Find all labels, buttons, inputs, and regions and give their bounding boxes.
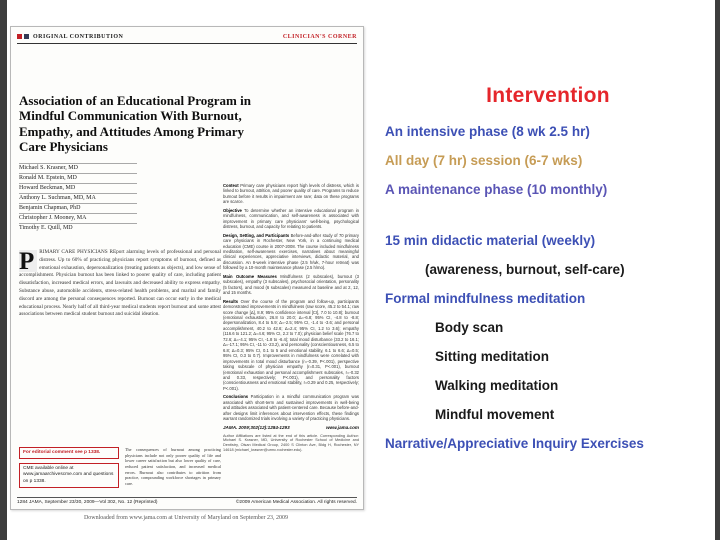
journal-header-bar bbox=[17, 30, 357, 44]
article-intro-text bbox=[19, 249, 221, 425]
bullet-item-mindful-movement: Mindful movement bbox=[435, 407, 555, 422]
footer-copyright: ©2009 American Medical Association. All rights reserved. bbox=[235, 500, 357, 505]
author-row: Christopher J. Mooney, MA bbox=[19, 213, 137, 223]
abstract-section: Conclusions Participation in a mindful communication program was associated with short-term and sustained improvements in well-being and attitudes associated with patient-centered care. Because before-and-after designs limit inferences about intervention effects, these findings warrant randomized trials involving a variety of practicing physicians. bbox=[223, 394, 360, 422]
journal-website: www.jama.com bbox=[325, 424, 359, 430]
abstract-section-label: Main Outcome Measures bbox=[223, 273, 277, 279]
abstract-section: Objective To determine whether an intensive educational program in mindfulness, communication, and self-awareness is associated with improvement in primary care physicians' well-being, psychological distress, burnout, and capacity for relating to patients. bbox=[223, 207, 359, 230]
bullet-item-didactic-material: 15 min didactic material (weekly) bbox=[385, 233, 596, 248]
editorial-comment-box: For editorial comment see p 1338. bbox=[19, 447, 119, 459]
author-list bbox=[19, 163, 137, 233]
clinicians-corner-label: CLINICIAN'S CORNER bbox=[282, 33, 357, 40]
abstract-section: Design, Setting, and Participants Before-and-after study of 70 primary care physicians in Rochester, New York, in a continuing medical education (CME) course in 2007-2008. The course included mindfulness meditation, self-awareness exercises, narratives about meaningful clinical experiences, appreciative interviews, didactic material, and discussion. An 8-week intensive phase (2.5 h/wk, 7-hour retreat) was followed by a 10-month maintenance phase (2.5 h/mo). bbox=[223, 232, 359, 271]
author-row: Benjamin Chapman, PhD bbox=[19, 203, 137, 213]
bullet-item-formal-meditation: Formal mindfulness meditation bbox=[385, 291, 586, 306]
abstract-section-label: Objective bbox=[223, 207, 242, 213]
abstract-section-label: Design, Setting, and Participants bbox=[223, 232, 290, 238]
slide-content bbox=[385, 84, 711, 465]
bullet-item-sitting-meditation: Sitting meditation bbox=[435, 349, 549, 364]
abstract-section: Main Outcome Measures Mindfulness (2 subscales), burnout (3 subscales), empathy (3 subscales), psychosocial orientation, personality (5 factors), and mood (6 subscales) measured at baseline and at 2, 12, and 15 months. bbox=[223, 273, 359, 296]
bullet-item-body-scan: Body scan bbox=[435, 320, 504, 335]
intro-paragraph: RIMARY CARE PHYSICIANS REport alarming levels of professional and personal distress. Up to 60% of practicing physicians report symptoms of burnout, defined as emotional exhaustion, depersonalization (treating patients as objects), and low sense of accomplishment. Physician burnout has been linked to poorer quality of care, including patient dissatisfaction, increased medical errors, and lawsuits and decreased ability to express empathy. Substance abuse, automobile accidents, stress-related health problems, and marital and family discord are among the personal consequences reported. Burnout can occur early in the medical educational process. Nearly half of all third-year medical students report burnout and some attest associations between medical student burnout and suicidal ideation. bbox=[19, 249, 221, 318]
abstract bbox=[223, 183, 359, 453]
slide-title: Intervention bbox=[486, 84, 610, 107]
journal-page-image bbox=[10, 26, 364, 510]
drop-cap: P bbox=[19, 250, 37, 272]
slide-left-border bbox=[0, 0, 7, 540]
author-row: Anthony L. Suchman, MD, MA bbox=[19, 193, 137, 203]
bullet-item-awareness-burnout-selfcare: (awareness, burnout, self-care) bbox=[425, 262, 625, 277]
citation-line bbox=[223, 425, 359, 431]
article-title: Association of an Educational Program in Mindful Communication With Burnout, Empathy, and Attitudes Among Primary Care Physicians bbox=[19, 93, 251, 154]
journal-citation: JAMA. 2009;302(12):1284-1293 bbox=[223, 424, 290, 430]
abstract-section: Context Primary care physicians report high levels of distress, which is linked to burnout, attrition, and poorer quality of care. Programs to reduce burnout before it results in impairment are rare; data on these programs are scarce. bbox=[223, 183, 359, 205]
slide-right-border bbox=[715, 0, 720, 540]
page-footer bbox=[17, 497, 357, 505]
bullet-item-intensive-phase: An intensive phase (8 wk 2.5 hr) bbox=[385, 124, 590, 139]
affiliations-note: Author Affiliations are listed at the end of this article. Corresponding Author: Michael S. Krasner, MD, University of Rochester School of Medicine and Dentistry, Olsan Medical Group, 2400 S Clinton Ave, Bldg H, Rochester, NY 14618 (michael_krasner@urmc.rochester.edu). bbox=[223, 433, 359, 453]
abstract-section: Results Over the course of the program and follow-up, participants demonstrated improvements in mindfulness (raw score, 45.2 to 54.1; raw score change [Δ], 8.9; 95% confidence interval [CI], 7.0 to 10.8); burnout (emotional exhaustion, 26.8 to 20.0; Δ=-6.8; 95% CI, -4.8 to -8.8; depersonalization, 8.4 to 5.9; Δ=-2.5; 95% CI, -1.4 to -3.6; and personal accomplishment, 40.2 to 42.6; Δ=2.4; 95% CI, 1.2 to 3.6); empathy (116.6 to 121.2; Δ=4.6; 95% CI, 2.2 to 7.0); physician belief scale (76.7 to 72.6; Δ=-4.1; 95% CI, -1.8 to -6.4); total mood disturbance (33.2 to 16.1; Δ=-17.1; 95% CI, -11 to -23.2), and personality (conscientiousness, 6.5 to 6.8; Δ=0.3; 95% CI, 0.1 to 5 and emotional stability, 6.1 to 6.6; Δ=0.5; 95% CI, 0.3 to 0.7). Improvements in mindfulness were correlated with improvements in total mood disturbance (r=-0.39, P<.001), perspective taking subscale of physician empathy (r=0.31, P<.001), burnout (emotional exhaustion and personal accomplishment subscales, r=-0.32 and 0.33, respectively; P<.001), and personality factors (conscientiousness and emotional stability, r=0.29 and 0.25, respectively; P<.001). bbox=[223, 298, 359, 391]
section-label: ORIGINAL CONTRIBUTION bbox=[33, 33, 124, 40]
bullet-item-all-day-session: All day (7 hr) session (6-7 wks) bbox=[385, 153, 583, 168]
author-row: Ronald M. Epstein, MD bbox=[19, 173, 137, 183]
sidebar-boxes bbox=[19, 447, 119, 492]
footer-page-info: 1284 JAMA, September 23/30, 2009—Vol 302, No. 12 (Reprinted) bbox=[17, 500, 158, 505]
abstract-section-label: Context bbox=[223, 183, 239, 188]
bullet-item-narrative-inquiry: Narrative/Appreciative Inquiry Exercises bbox=[385, 436, 644, 451]
author-row: Howard Beckman, MD bbox=[19, 183, 137, 193]
cme-box: CME available online at www.jamaarchivescme.com and questions on p 1338. bbox=[19, 463, 119, 488]
author-row: Michael S. Krasner, MD bbox=[19, 163, 137, 173]
bullet-item-walking-meditation: Walking meditation bbox=[435, 378, 559, 393]
bullet-item-maintenance-phase: A maintenance phase (10 monthly) bbox=[385, 182, 608, 197]
article-body-column: The consequences of burnout among practicing physicians include not only poorer quality of life and lower career satisfaction but also lower quality of care, reduced patient satisfaction, and increased medical errors. Burnout also contributes to attrition from practice, compounding workforce shortages in primary care. bbox=[125, 447, 221, 487]
journal-logo-dark-square-icon bbox=[24, 34, 29, 39]
abstract-section-label: Conclusions bbox=[223, 394, 249, 400]
abstract-section-label: Results bbox=[223, 298, 239, 304]
download-note: Downloaded from www.jama.com at University of Maryland on September 23, 2009 bbox=[83, 515, 289, 521]
author-row: Timothy E. Quill, MD bbox=[19, 223, 137, 233]
journal-logo-red-square-icon bbox=[17, 34, 22, 39]
